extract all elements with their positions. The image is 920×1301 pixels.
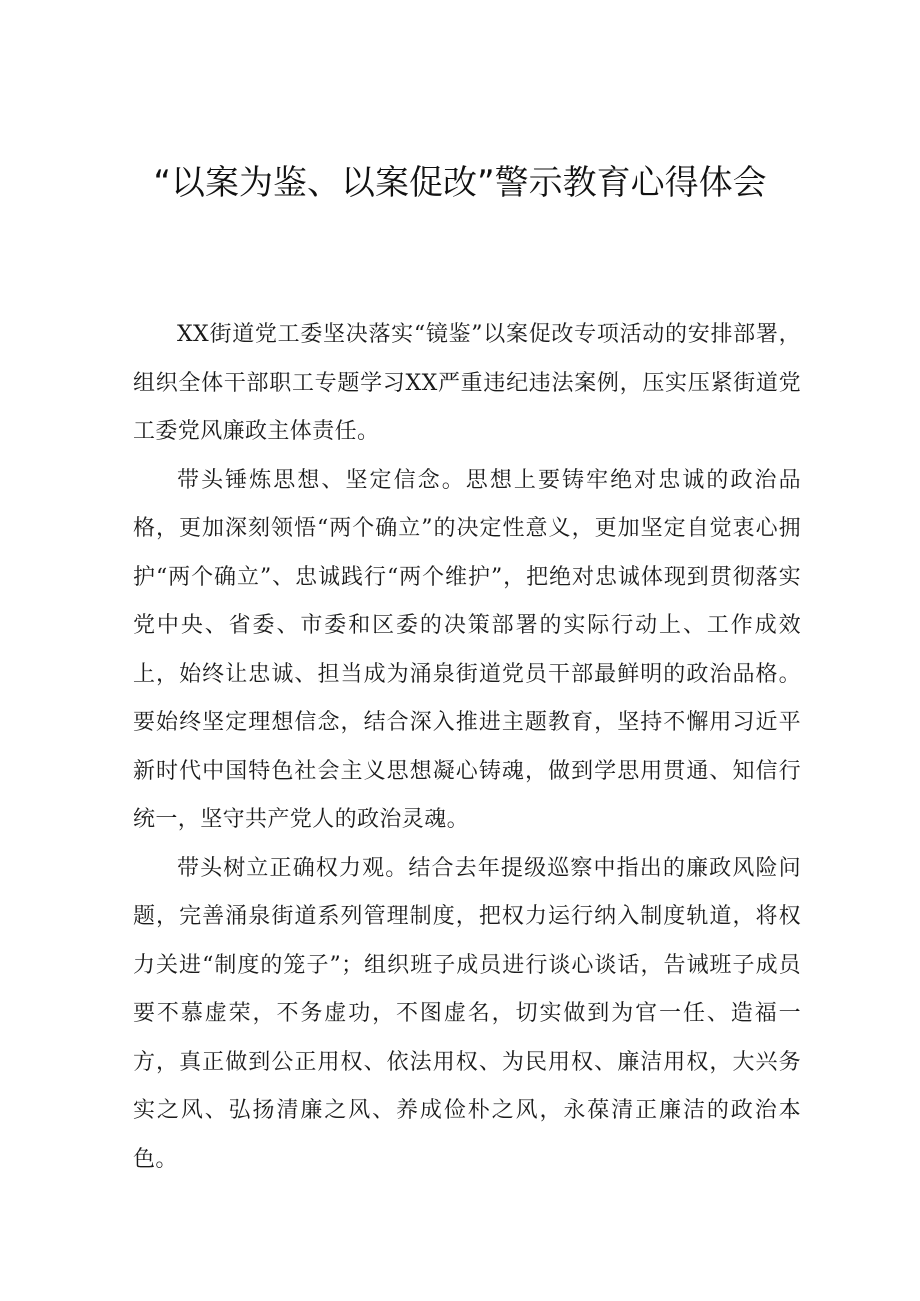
- paragraph-intro: XX街道党工委坚决落实“镜鉴”以案促改专项活动的安排部署，组织全体干部职工专题学习XX严重违纪违法案例，压实压紧街道党工委党风廉政主体责任。: [133, 322, 801, 444]
- paragraph-power-view: 带头树立正确权力观。结合去年提级巡察中指出的廉政风险问题，完善涌泉街道系列管理制度，把权力运行纳入制度轨道，将权力关进“制度的笼子”；组织班子成员进行谈心谈话，告诫班子成员要不慕虚荣，不务虚功，不图虚名，切实做到为官一任、造福一方，真正做到公正用权、依法用权、为民用权、廉洁用权，大兴务实之风、弘扬清廉之风、养成俭朴之风，永葆清正廉洁的政治本色。: [133, 855, 801, 1172]
- paragraph-ideology: 带头锤炼思想、坚定信念。思想上要铸牢绝对忠诚的政治品格，更加深刻领悟“两个确立”的决定性意义，更加坚定自觉衷心拥护“两个确立”、忠诚践行“两个维护”，把绝对忠诚体现到贯彻落实党中央、省委、市委和区委的决策部署的实际行动上、工作成效上，始终让忠诚、担当成为涌泉街道党员干部最鲜明的政治品格。要始终坚定理想信念，结合深入推进主题教育，坚持不懈用习近平新时代中国特色社会主义思想凝心铸魂，做到学思用贯通、知信行统一，坚守共产党人的政治灵魂。: [133, 467, 801, 832]
- document-body: [133, 311, 801, 1184]
- document-title: “以案为鉴、以案促改”警示教育心得体会: [153, 163, 767, 203]
